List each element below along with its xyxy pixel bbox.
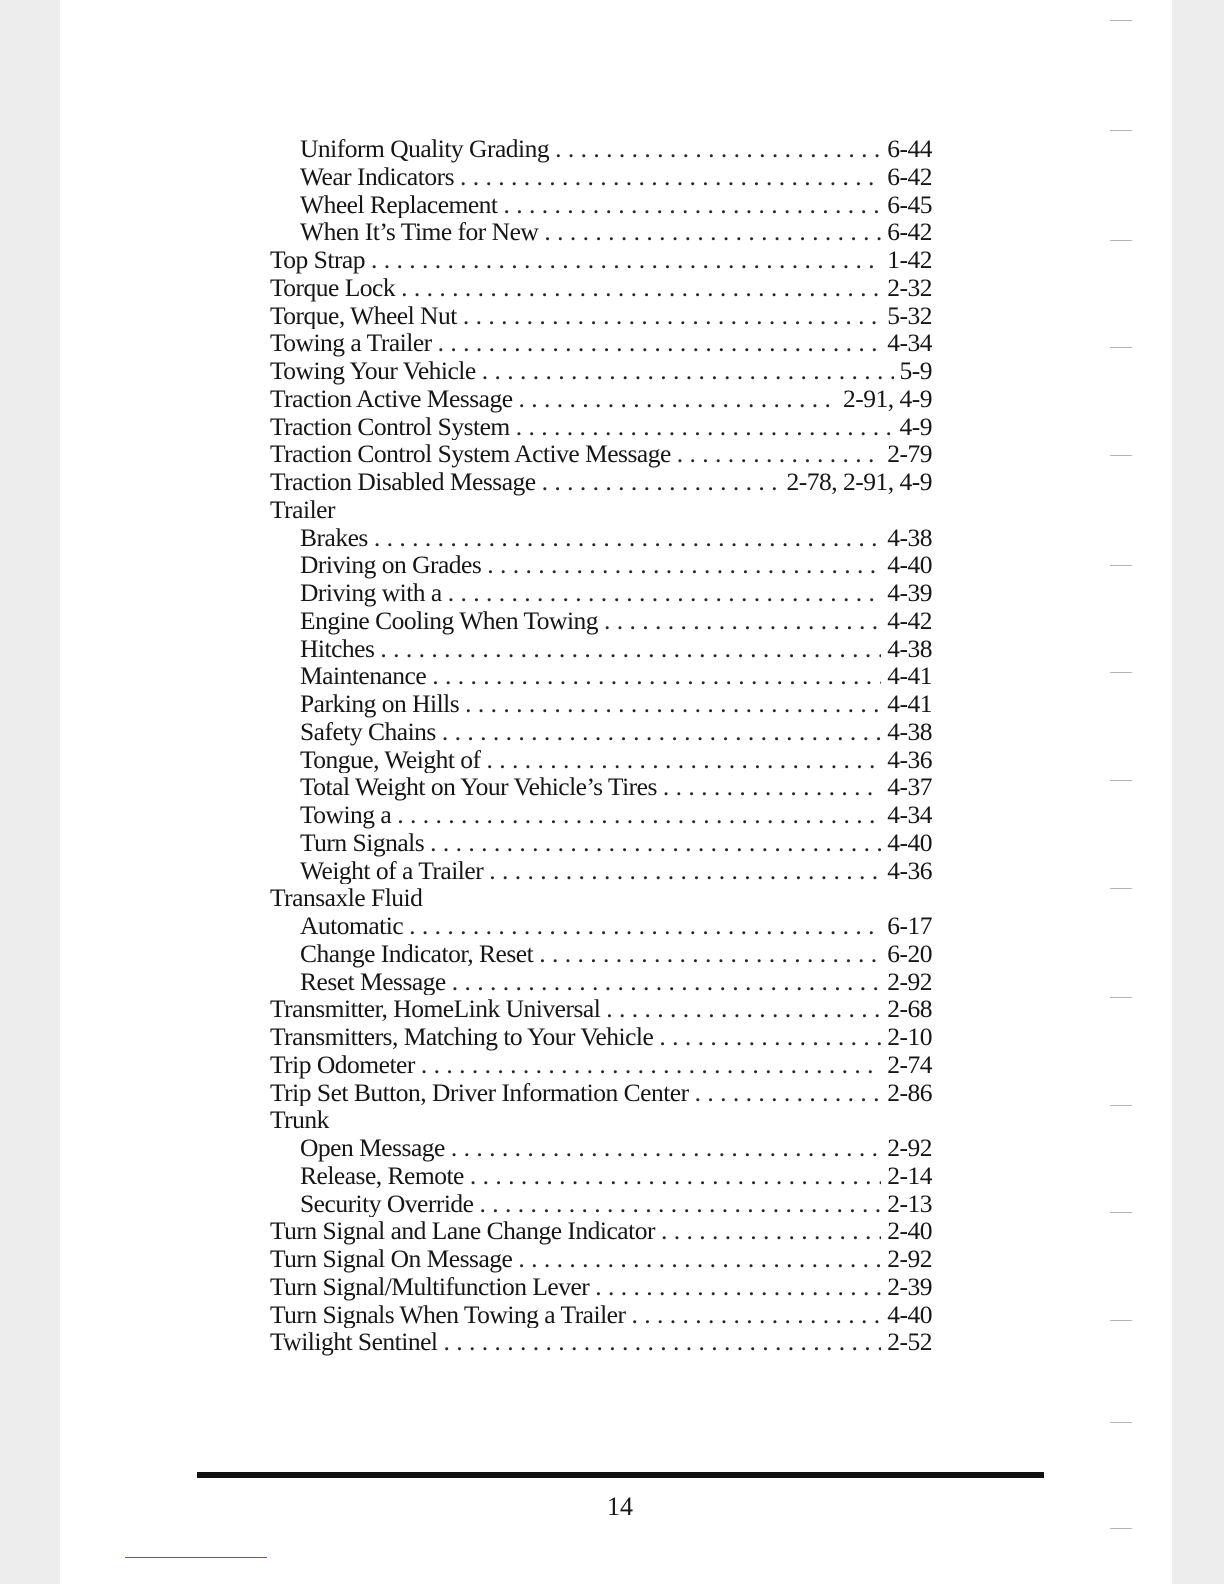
- entry-label: Twilight Sentinel: [270, 1328, 438, 1356]
- dot-leader: [421, 1051, 881, 1079]
- entry-pages: 2-39: [887, 1272, 932, 1301]
- index-subentry: [270, 135, 932, 163]
- entry-label: Traction Active Message: [270, 384, 513, 413]
- dot-leader: [430, 829, 881, 857]
- index-entry: [270, 995, 932, 1023]
- index-entry: [270, 302, 932, 330]
- index-subentry: [270, 1134, 932, 1162]
- dot-leader: [432, 662, 881, 690]
- entry-pages: 4-37: [887, 773, 932, 801]
- edge-tick: [1110, 240, 1132, 241]
- dot-leader: [409, 912, 881, 940]
- entry-pages: 5-32: [887, 301, 932, 330]
- dot-leader: [695, 1079, 882, 1107]
- dot-leader: [542, 468, 781, 496]
- edge-tick: [1110, 455, 1132, 456]
- entry-pages: 4-40: [887, 551, 932, 579]
- entry-label: Trip Odometer: [270, 1050, 415, 1079]
- dot-leader: [442, 718, 881, 746]
- index-subentry: [270, 218, 932, 246]
- entry-pages: 6-44: [887, 135, 932, 163]
- index-entry: [270, 1106, 932, 1134]
- entry-label: Towing a Trailer: [270, 329, 432, 357]
- entry-pages: 4-41: [887, 662, 932, 690]
- index-entry: [270, 1245, 932, 1273]
- dot-leader: [438, 329, 882, 357]
- entry-label: Towing a: [300, 801, 392, 829]
- dot-leader: [487, 551, 881, 579]
- entry-label: Turn Signals When Towing a Trailer: [270, 1300, 626, 1329]
- dot-leader: [518, 1245, 881, 1273]
- dot-leader: [460, 163, 881, 191]
- dot-leader: [539, 940, 881, 968]
- dot-leader: [470, 1162, 881, 1190]
- index-entry: [270, 1051, 932, 1079]
- edge-tick: [1110, 1422, 1132, 1423]
- entry-pages: 2-10: [887, 1023, 932, 1051]
- entry-pages: 4-38: [887, 717, 932, 746]
- dot-leader: [606, 995, 881, 1023]
- index-subentry: [270, 940, 932, 968]
- edge-tick: [1110, 1320, 1132, 1321]
- entry-label: Uniform Quality Grading: [300, 135, 550, 163]
- dot-leader: [463, 302, 881, 330]
- dot-leader: [595, 1273, 881, 1301]
- entry-pages: 2-86: [887, 1078, 932, 1107]
- index-entry: [270, 1328, 932, 1356]
- entry-label: Transmitters, Matching to Your Vehicle: [270, 1023, 654, 1051]
- entry-label: Driving with a: [300, 579, 442, 607]
- index-subentry: [270, 773, 932, 801]
- entry-pages: 2-52: [887, 1328, 932, 1356]
- index-subentry: [270, 829, 932, 857]
- entry-pages: 4-42: [887, 606, 932, 635]
- entry-label: Total Weight on Your Vehicle’s Tires: [300, 773, 657, 801]
- entry-pages: 2-92: [887, 1245, 932, 1273]
- dot-leader: [479, 1190, 881, 1218]
- dot-leader: [401, 274, 881, 302]
- page-number: 14: [607, 1492, 633, 1521]
- index-subentry: [270, 163, 932, 191]
- entry-label: Trailer: [270, 495, 335, 524]
- dot-leader: [555, 135, 881, 163]
- index-subentry: [270, 191, 932, 219]
- index-subentry: [270, 524, 932, 552]
- entry-label: Traction Disabled Message: [270, 468, 536, 496]
- entry-label: Traction Control System Active Message: [270, 440, 671, 468]
- dot-leader: [631, 1301, 881, 1329]
- dot-leader: [448, 579, 882, 607]
- entry-pages: 1-42: [887, 246, 932, 274]
- entry-label: When It’s Time for New: [300, 218, 539, 246]
- entry-label: Transaxle Fluid: [270, 884, 423, 912]
- entry-label: Tongue, Weight of: [300, 745, 481, 774]
- entry-label: Trip Set Button, Driver Information Center: [270, 1078, 689, 1107]
- entry-pages: 4-34: [887, 801, 932, 829]
- dot-leader: [374, 524, 881, 552]
- index-entry: [270, 1079, 932, 1107]
- edge-tick: [1110, 130, 1132, 131]
- entry-label: Torque, Wheel Nut: [270, 301, 457, 330]
- dot-leader: [482, 357, 894, 385]
- index-entry: [270, 329, 932, 357]
- entry-label: Transmitter, HomeLink Universal: [270, 995, 601, 1023]
- index-subentry: [270, 579, 932, 607]
- index-subentry: [270, 718, 932, 746]
- edge-tick: [1110, 1105, 1132, 1106]
- entry-pages: 4-34: [887, 329, 932, 357]
- index-entry: [270, 1273, 932, 1301]
- dot-leader: [516, 413, 894, 441]
- dot-leader: [519, 385, 837, 413]
- dot-leader: [659, 1023, 881, 1051]
- entry-pages: 4-38: [887, 523, 932, 552]
- entry-pages: 2-68: [887, 995, 932, 1023]
- entry-pages: 2-78, 2-91, 4-9: [786, 468, 932, 496]
- edge-tick: [1110, 780, 1132, 781]
- entry-label: Wheel Replacement: [300, 190, 498, 219]
- entry-pages: 6-20: [887, 939, 932, 968]
- entry-label: Turn Signal/Multifunction Lever: [270, 1272, 590, 1301]
- entry-pages: 2-91, 4-9: [843, 384, 932, 413]
- edge-tick: [1110, 347, 1132, 348]
- entry-label: Change Indicator, Reset: [300, 939, 534, 968]
- entry-pages: 2-79: [887, 440, 932, 468]
- dot-leader: [487, 746, 882, 774]
- dot-leader: [663, 773, 881, 801]
- entry-label: Top Strap: [270, 246, 365, 274]
- dot-leader: [661, 1217, 881, 1245]
- scan-edge-marks: [1110, 0, 1140, 1584]
- index-subentry: [270, 690, 932, 718]
- entry-label: Parking on Hills: [300, 690, 460, 718]
- entry-pages: 2-14: [887, 1161, 932, 1190]
- entry-label: Weight of a Trailer: [300, 856, 484, 885]
- entry-label: Traction Control System: [270, 412, 510, 441]
- entry-pages: 4-39: [887, 579, 932, 607]
- entry-pages: 6-42: [887, 162, 932, 191]
- dot-leader: [380, 635, 881, 663]
- footer-rule: [197, 1472, 1044, 1478]
- edge-tick: [1110, 20, 1132, 21]
- entry-pages: 2-92: [887, 967, 932, 996]
- dot-leader: [604, 607, 881, 635]
- entry-label: Automatic: [300, 912, 404, 940]
- edge-tick: [1110, 1528, 1132, 1529]
- entry-pages: 4-41: [887, 690, 932, 718]
- entry-label: Turn Signal and Lane Change Indicator: [270, 1217, 655, 1245]
- index-entry: [270, 413, 932, 441]
- index-entry: [270, 884, 932, 912]
- entry-label: Turn Signals: [300, 828, 425, 857]
- index-subentry: [270, 1162, 932, 1190]
- edge-tick: [1110, 672, 1132, 673]
- entry-label: Engine Cooling When Towing: [300, 606, 599, 635]
- entry-label: Reset Message: [300, 967, 446, 996]
- entry-label: Towing Your Vehicle: [270, 357, 476, 385]
- index-entry: [270, 1023, 932, 1051]
- dot-leader: [452, 968, 881, 996]
- index-subentry: [270, 857, 932, 885]
- entry-label: Open Message: [300, 1134, 445, 1162]
- link-underline: [125, 1557, 267, 1558]
- dot-leader: [504, 191, 882, 219]
- entry-pages: 4-36: [887, 745, 932, 774]
- entry-pages: 4-38: [887, 634, 932, 663]
- entry-label: Turn Signal On Message: [270, 1245, 513, 1273]
- index-subentry: [270, 1190, 932, 1218]
- entry-pages: 5-9: [899, 357, 932, 385]
- entry-label: Safety Chains: [300, 717, 436, 746]
- entry-pages: 2-32: [887, 273, 932, 302]
- index-subentry: [270, 635, 932, 663]
- index-subentry: [270, 968, 932, 996]
- entry-label: Maintenance: [300, 662, 427, 690]
- entry-pages: 6-45: [887, 190, 932, 219]
- entry-pages: 6-17: [887, 912, 932, 940]
- index-entry: [270, 1301, 932, 1329]
- index-entry: [270, 357, 932, 385]
- entry-label: Security Override: [300, 1189, 474, 1218]
- entry-pages: 2-40: [887, 1217, 932, 1245]
- index-entry: [270, 440, 932, 468]
- index-subentry: [270, 662, 932, 690]
- dot-leader: [371, 246, 881, 274]
- index-subentry: [270, 801, 932, 829]
- entry-pages: 4-36: [887, 856, 932, 885]
- index-subentry: [270, 746, 932, 774]
- index-entry: [270, 496, 932, 524]
- dot-leader: [677, 440, 881, 468]
- dot-leader: [544, 218, 881, 246]
- index-subentry: [270, 551, 932, 579]
- edge-tick: [1110, 1212, 1132, 1213]
- entry-pages: 4-9: [899, 412, 932, 441]
- index-subentry: [270, 912, 932, 940]
- entry-label: Trunk: [270, 1106, 329, 1134]
- index-entry: [270, 246, 932, 274]
- entry-label: Release, Remote: [300, 1161, 464, 1190]
- dot-leader: [465, 690, 881, 718]
- edge-tick: [1110, 997, 1132, 998]
- index-entry: [270, 274, 932, 302]
- entry-pages: 4-40: [887, 828, 932, 857]
- index-subentry: [270, 607, 932, 635]
- entry-label: Torque Lock: [270, 273, 396, 302]
- entry-label: Driving on Grades: [300, 551, 482, 579]
- entry-pages: 4-40: [887, 1300, 932, 1329]
- dot-leader: [451, 1134, 881, 1162]
- index-list: [270, 135, 932, 1356]
- dot-leader: [489, 857, 881, 885]
- index-entry: [270, 468, 932, 496]
- index-entry: [270, 385, 932, 413]
- entry-pages: 2-74: [887, 1050, 932, 1079]
- entry-label: Wear Indicators: [300, 162, 454, 191]
- entry-pages: 2-13: [887, 1189, 932, 1218]
- dot-leader: [444, 1328, 882, 1356]
- entry-label: Hitches: [300, 634, 375, 663]
- entry-label: Brakes: [300, 523, 368, 552]
- edge-tick: [1110, 888, 1132, 889]
- dot-leader: [397, 801, 881, 829]
- entry-pages: 2-92: [887, 1134, 932, 1162]
- entry-pages: 6-42: [887, 218, 932, 246]
- edge-tick: [1110, 565, 1132, 566]
- index-entry: [270, 1217, 932, 1245]
